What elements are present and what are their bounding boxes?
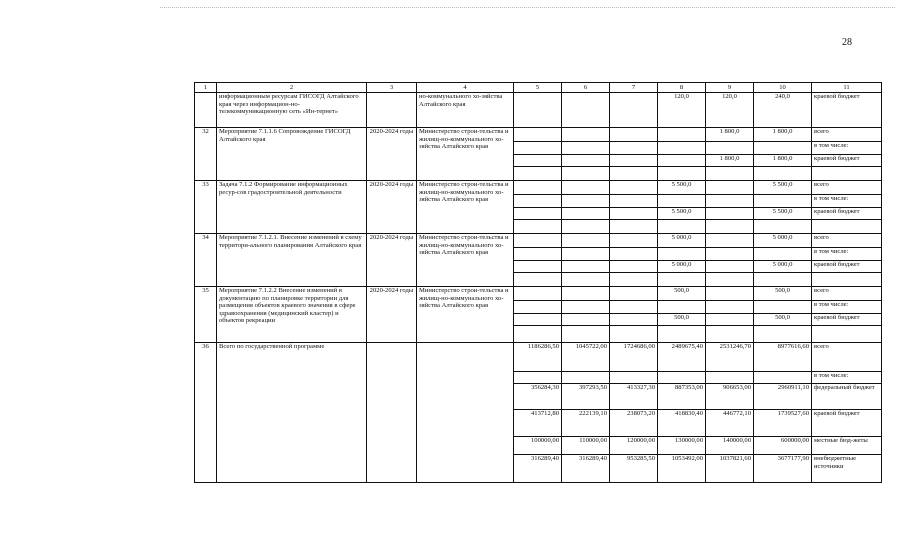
page-number: 28 [842, 37, 852, 48]
empty-cell [562, 155, 610, 167]
empty-cell [562, 273, 610, 287]
value-cell: 500,0 [658, 287, 706, 301]
period: 2020-2024 годы [367, 287, 417, 343]
empty-cell [367, 343, 417, 483]
value-cell: 240,0 [754, 93, 812, 128]
value-cell: 120000,00 [610, 437, 658, 455]
executor: Министерство строи-тельства и жилищ-но-коммунального хо-зяйства Алтайского края [417, 287, 514, 343]
value-cell [754, 372, 812, 384]
value-cell: 500,0 [658, 314, 706, 326]
column-header: 5 [514, 83, 562, 93]
scan-top-edge [160, 7, 895, 8]
empty-cell [610, 220, 658, 234]
header-row [195, 83, 882, 93]
empty-cell [514, 273, 562, 287]
empty-cell [610, 128, 658, 142]
value-cell: 906653,00 [706, 384, 754, 410]
value-cell: 110000,00 [562, 437, 610, 455]
measure-name: Мероприятие 7.1.2.2 Внесение изменений в документацию по планировке территории для размещения объектов краевого значения в сфере здравоохранения (медицинский кластер) и объектов рекреации [217, 287, 367, 343]
empty-cell [514, 248, 562, 261]
funding-source: в том числе: [812, 372, 882, 384]
empty-cell [812, 167, 882, 181]
table-row [195, 234, 882, 248]
value-cell [706, 314, 754, 326]
value-cell: 222139,10 [562, 410, 610, 437]
empty-cell [562, 195, 610, 208]
value-cell [658, 128, 706, 142]
value-cell: 1037821,60 [706, 455, 754, 483]
empty-cell [754, 195, 812, 208]
empty-cell [812, 220, 882, 234]
value-cell: 120,0 [658, 93, 706, 128]
value-cell: 418830,40 [658, 410, 706, 437]
empty-cell [514, 234, 562, 248]
column-header: 11 [812, 83, 882, 93]
column-header: 3 [367, 83, 417, 93]
empty-cell [610, 155, 658, 167]
value-cell: 500,0 [754, 314, 812, 326]
empty-cell [706, 220, 754, 234]
value-cell: 316289,40 [562, 455, 610, 483]
empty-cell [812, 326, 882, 343]
funding-source: всего [812, 128, 882, 142]
empty-cell [754, 301, 812, 314]
period: 2020-2024 годы [367, 234, 417, 287]
measure-name: информационным ресурсам ГИСОГД Алтайского края через информацион-но-телекоммуникационную сеть «Ин-тернет» [217, 93, 367, 128]
value-cell: 600000,00 [754, 437, 812, 455]
value-cell [706, 287, 754, 301]
funding-source: внебюджетные источники [812, 455, 882, 483]
value-cell: 1186286,50 [514, 343, 562, 372]
funding-source: всего [812, 343, 882, 372]
funding-source: в том числе: [812, 142, 882, 155]
empty-cell [658, 326, 706, 343]
table-row [195, 128, 882, 142]
value-cell: 130000,00 [658, 437, 706, 455]
funding-source: федеральный бюджет [812, 384, 882, 410]
column-header: 6 [562, 83, 610, 93]
value-cell [658, 372, 706, 384]
period: 2020-2024 годы [367, 181, 417, 234]
empty-cell [610, 181, 658, 195]
value-cell: 5 500,0 [754, 181, 812, 195]
value-cell: 1053492,00 [658, 455, 706, 483]
value-cell: 1 800,0 [706, 155, 754, 167]
row-number: 34 [195, 234, 217, 287]
empty-cell [610, 142, 658, 155]
empty-cell [514, 167, 562, 181]
value-cell: 5 500,0 [658, 208, 706, 220]
empty-cell [754, 167, 812, 181]
empty-cell [562, 314, 610, 326]
value-cell: 887353,00 [658, 384, 706, 410]
empty-cell [514, 142, 562, 155]
empty-cell [562, 261, 610, 273]
column-header: 4 [417, 83, 514, 93]
value-cell: 5 500,0 [754, 208, 812, 220]
empty-cell [610, 261, 658, 273]
value-cell: 5 000,0 [658, 234, 706, 248]
measure-name: Задача 7.1.2 Формирование информационных ресур-сов градостроительной деятельности [217, 181, 367, 234]
empty-cell [658, 167, 706, 181]
value-cell: 8977616,60 [754, 343, 812, 372]
value-cell: 2531246,70 [706, 343, 754, 372]
empty-cell [706, 326, 754, 343]
empty-cell [610, 234, 658, 248]
empty-cell [754, 273, 812, 287]
column-header: 2 [217, 83, 367, 93]
value-cell: 413327,30 [610, 384, 658, 410]
empty-cell [706, 195, 754, 208]
empty-cell [562, 142, 610, 155]
value-cell [514, 372, 562, 384]
empty-cell [562, 234, 610, 248]
empty-cell [610, 326, 658, 343]
value-cell: 1 800,0 [754, 128, 812, 142]
value-cell [706, 181, 754, 195]
value-cell: 1045722,00 [562, 343, 610, 372]
empty-cell [514, 155, 562, 167]
empty-cell [514, 301, 562, 314]
funding-source: краевой бюджет [812, 93, 882, 128]
funding-source: краевой бюджет [812, 261, 882, 273]
empty-cell [706, 273, 754, 287]
empty-cell [658, 220, 706, 234]
funding-source: в том числе: [812, 195, 882, 208]
program-table [194, 82, 882, 483]
value-cell: 316289,40 [514, 455, 562, 483]
empty-cell [562, 248, 610, 261]
value-cell [706, 372, 754, 384]
empty-cell [610, 208, 658, 220]
empty-cell [610, 248, 658, 261]
value-cell: 100000,00 [514, 437, 562, 455]
value-cell: 446772,10 [706, 410, 754, 437]
funding-source: краевой бюджет [812, 155, 882, 167]
value-cell: 120,0 [706, 93, 754, 128]
value-cell: 1739527,60 [754, 410, 812, 437]
empty-cell [610, 167, 658, 181]
executor: Министерство строи-тельства и жилищ-но-коммунального хо-зяйства Алтайского края [417, 128, 514, 181]
funding-source: всего [812, 287, 882, 301]
value-cell: 140000,00 [706, 437, 754, 455]
empty-cell [610, 301, 658, 314]
value-cell [706, 234, 754, 248]
value-cell: 2489675,40 [658, 343, 706, 372]
empty-cell [706, 301, 754, 314]
value-cell: 413712,80 [514, 410, 562, 437]
measure-name: Мероприятие 7.1.1.6 Сопровождение ГИСОГД Алтайского края [217, 128, 367, 181]
empty-cell [706, 167, 754, 181]
funding-source: всего [812, 234, 882, 248]
value-cell: 1 800,0 [706, 128, 754, 142]
funding-source: в том числе: [812, 248, 882, 261]
value-cell: 953285,50 [610, 455, 658, 483]
empty-cell [610, 287, 658, 301]
empty-cell [706, 248, 754, 261]
empty-cell [658, 142, 706, 155]
value-cell [562, 372, 610, 384]
value-cell: 1724686,00 [610, 343, 658, 372]
value-cell [610, 372, 658, 384]
value-cell: 5 000,0 [754, 234, 812, 248]
funding-source: краевой бюджет [812, 208, 882, 220]
empty-cell [562, 287, 610, 301]
row-number: 36 [195, 343, 217, 483]
empty-cell [514, 261, 562, 273]
executor: Министерство строи-тельства и жилищ-но-коммунального хо-зяйства Алтайского края [417, 234, 514, 287]
table-row [195, 343, 882, 372]
empty-cell [514, 326, 562, 343]
table-row [195, 287, 882, 301]
empty-cell [562, 208, 610, 220]
empty-cell [562, 167, 610, 181]
empty-cell [658, 301, 706, 314]
column-header: 9 [706, 83, 754, 93]
column-header: 1 [195, 83, 217, 93]
empty-cell [754, 220, 812, 234]
empty-cell [706, 142, 754, 155]
funding-source: в том числе: [812, 301, 882, 314]
measure-name: Мероприятие 7.1.2.1. Внесение изменений в схему территори-ального планирования Алтайского края [217, 234, 367, 287]
empty-cell [658, 273, 706, 287]
period: 2020-2024 годы [367, 128, 417, 181]
empty-cell [514, 128, 562, 142]
empty-cell [514, 287, 562, 301]
value-cell: 5 500,0 [658, 181, 706, 195]
executor: но-коммунального хо-зяйства Алтайского края [417, 93, 514, 128]
funding-source: местные бюд-жеты [812, 437, 882, 455]
empty-cell [417, 343, 514, 483]
value-cell [658, 155, 706, 167]
value-cell: 5 000,0 [754, 261, 812, 273]
value-cell: 238073,20 [610, 410, 658, 437]
empty-cell [562, 326, 610, 343]
empty-cell [610, 314, 658, 326]
empty-cell [610, 273, 658, 287]
value-cell: 500,0 [754, 287, 812, 301]
value-cell: 5 000,0 [658, 261, 706, 273]
empty-cell [610, 195, 658, 208]
value-cell: 356284,30 [514, 384, 562, 410]
empty-cell [514, 195, 562, 208]
executor: Министерство строи-тельства и жилищ-но-коммунального хо-зяйства Алтайского края [417, 181, 514, 234]
measure-name: Всего по государственной программе [217, 343, 367, 483]
funding-source: краевой бюджет [812, 410, 882, 437]
empty-cell [812, 273, 882, 287]
row-number: 33 [195, 181, 217, 234]
value-cell: 3677177,90 [754, 455, 812, 483]
value-cell: 1 800,0 [754, 155, 812, 167]
empty-cell [514, 181, 562, 195]
empty-cell [658, 248, 706, 261]
empty-cell [514, 220, 562, 234]
funding-source: краевой бюджет [812, 314, 882, 326]
row-number: 35 [195, 287, 217, 343]
empty-cell [754, 248, 812, 261]
empty-cell [514, 314, 562, 326]
empty-cell [658, 195, 706, 208]
empty-cell [562, 220, 610, 234]
column-header: 8 [658, 83, 706, 93]
empty-cell [754, 142, 812, 155]
value-cell [706, 208, 754, 220]
table-row [195, 181, 882, 195]
table-row-continued [195, 93, 882, 128]
row-number: 32 [195, 128, 217, 181]
funding-source: всего [812, 181, 882, 195]
empty-cell [562, 181, 610, 195]
empty-cell [514, 208, 562, 220]
empty-cell [562, 128, 610, 142]
column-header: 7 [610, 83, 658, 93]
value-cell: 397293,50 [562, 384, 610, 410]
value-cell: 2960911,10 [754, 384, 812, 410]
column-header: 10 [754, 83, 812, 93]
empty-cell [754, 326, 812, 343]
value-cell [706, 261, 754, 273]
empty-cell [562, 301, 610, 314]
